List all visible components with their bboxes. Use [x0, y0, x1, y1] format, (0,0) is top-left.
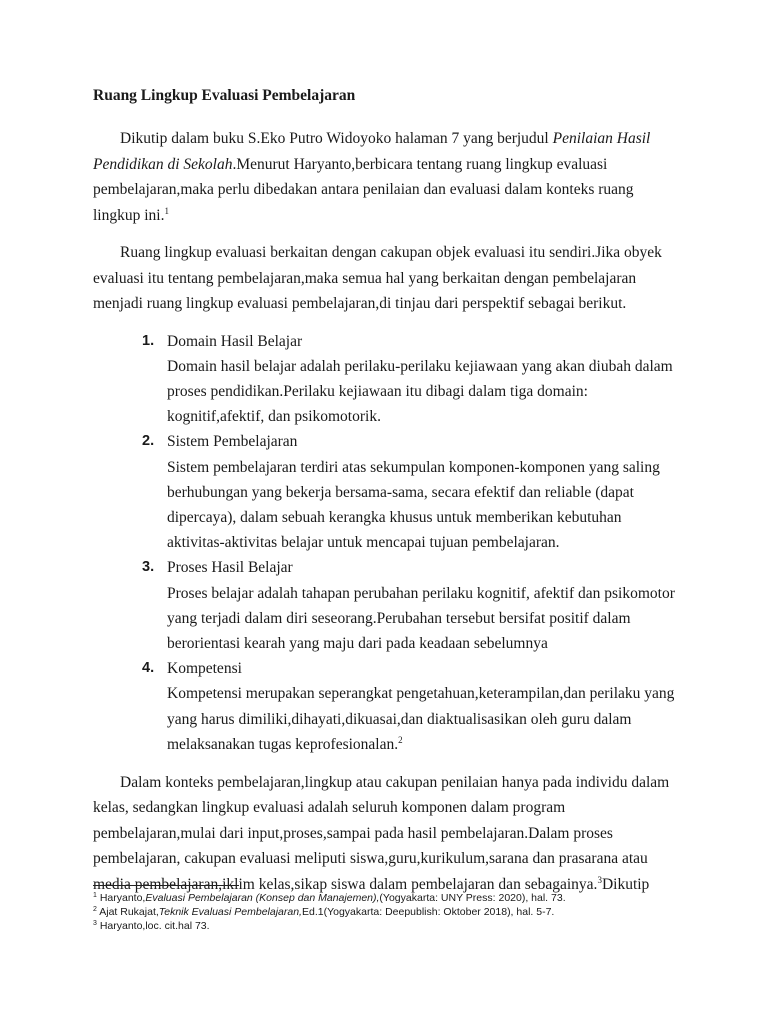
paragraph-context-tail: Dikutip: [601, 875, 650, 893]
footnote-author: Ajat Rukajat,: [96, 906, 159, 918]
list-item: [93, 429, 676, 555]
list-heading: Kompetensi: [167, 660, 242, 678]
footnote-citation: Haryanto,loc. cit.hal 73.: [96, 920, 210, 932]
footnote-1: [93, 891, 693, 905]
list-heading: Proses Hasil Belajar: [167, 559, 293, 577]
footnote-publication: Ed.1(Yogyakarta: Deepublish: Oktober 2018), hal. 5-7.: [301, 906, 555, 918]
paragraph-intro-pre: Dikutip dalam buku S.Eko Putro Widoyoko halaman 7 yang berjudul: [120, 130, 553, 147]
list-body: [167, 681, 676, 757]
list-item: [93, 656, 676, 757]
document-title: Ruang Lingkup Evaluasi Pembelajaran: [93, 87, 356, 104]
paragraph-intro-post: .Menurut Haryanto,berbicara tentang ruang lingkup evaluasi pembelajaran,maka perlu dibedakan antara penilaian dan evaluasi dalam konteks ruang lingkup ini.: [93, 155, 634, 224]
list-body: Proses belajar adalah tahapan perubahan perilaku kognitif, afektif dan psikomotor yang terjadi dalam diri seseorang.Perubahan tersebut bersifat positif dalam berorientasi kearah yang maju dari pada keadaan sebelumnya: [167, 584, 675, 652]
list-body: Domain hasil belajar adalah perilaku-perilaku kejiawaan yang akan diubah dalam proses pendidikan.Perilaku kejiawaan itu dibagi dalam tiga domain: kognitif,afektif, dan psikomotorik.: [167, 357, 673, 426]
footnote-2: [93, 905, 693, 919]
list-body: Sistem pembelajaran terdiri atas sekumpulan komponen-komponen yang saling berhubungan yang bekerja bersama-sama, secara efektif dan reliable (dapat dipercaya), dalam sebuah kerangka khusus untuk memberikan kebutuhan aktivitas-aktivitas belajar untuk mencapai tujuan pembelajaran.: [167, 458, 660, 552]
paragraph-context-text: Dalam konteks pembelajaran,lingkup atau cakupan penilaian hanya pada individu dalam kelas, sedangkan lingkup evaluasi adalah seluruh komponen dalam program pembelajaran,mulai dari input,proses,sampai pada hasil pembelajaran.Dalam proses pembelajaran, cakupan evaluasi meliputi siswa,guru,kurikulum,sarana dan prasarana atau media pembelajaran,iklim kelas,sikap siswa dalam pembelajaran dan sebagainya.: [93, 773, 670, 893]
list-item: [93, 555, 676, 656]
footnote-book-title: Teknik Evaluasi Pembelajaran,: [158, 906, 302, 918]
paragraph-scope: Ruang lingkup evaluasi berkaitan dengan cakupan objek evaluasi itu sendiri.Jika obyek evaluasi itu tentang pembelajaran,maka semua hal yang berkaitan dengan pembelajaran menjadi ruang lingkup evaluasi pembelajaran,di tinjau dari perspektif sebagai berikut.: [93, 244, 662, 312]
footnote-separator: [93, 885, 239, 886]
list-number: 2.: [142, 433, 155, 450]
footnotes: [93, 891, 693, 933]
book-title: Penilaian Hasil Pendidikan di Sekolah: [93, 130, 651, 173]
footnote-number: 3: [93, 920, 97, 927]
paragraph-context: [93, 770, 676, 898]
list-heading: Sistem Pembelajaran: [167, 433, 298, 451]
paragraph-intro: [93, 126, 676, 228]
footnote-publication: (Yogyakarta: UNY Press: 2020), hal. 73.: [379, 892, 566, 904]
footnote-ref-2: 2: [398, 734, 403, 745]
footnote-book-title: Evaluasi Pembelajaran (Konsep dan Manajemen),: [145, 892, 380, 904]
footnote-3: [93, 919, 693, 933]
footnote-number: 2: [93, 906, 97, 913]
list-heading: Domain Hasil Belajar: [167, 332, 303, 350]
list-number: 1.: [142, 332, 155, 349]
list-item: [93, 329, 676, 430]
footnote-number: 1: [93, 892, 97, 899]
perspective-list: [93, 329, 676, 757]
footnote-ref-1: 1: [164, 205, 169, 216]
list-number: 4.: [142, 660, 155, 677]
list-body-text: Kompetensi merupakan seperangkat pengetahuan,keterampilan,dan perilaku yang yang harus dimiliki,dihayati,dikuasai,dan diaktualisasikan oleh guru dalam melaksanakan tugas keprofesionalan.: [167, 685, 675, 753]
footnote-author: Haryanto,: [96, 892, 146, 904]
footnote-ref-3: 3: [597, 874, 602, 885]
list-number: 3.: [142, 559, 155, 576]
